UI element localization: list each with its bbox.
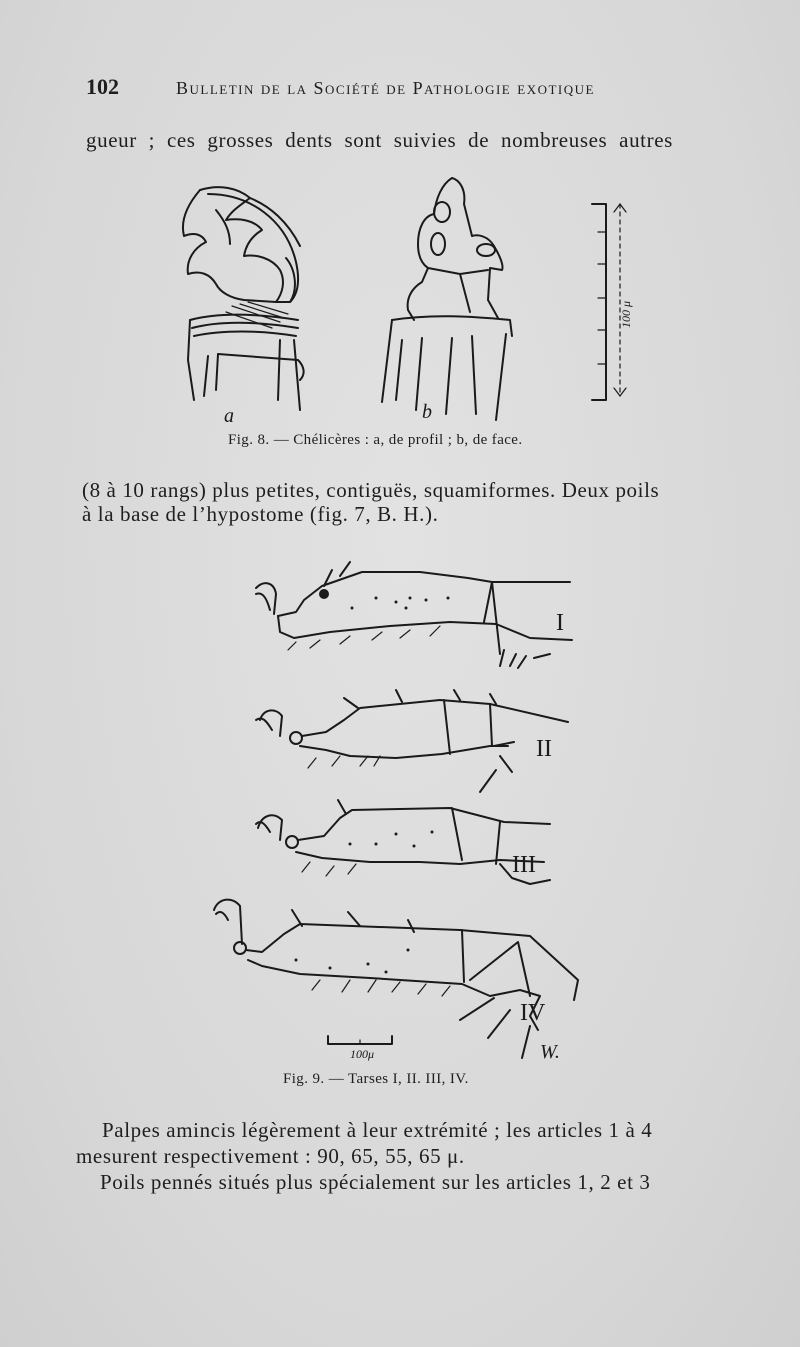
figure-8-caption: Fig. 8. — Chélicères : a, de profil ; b, de face. bbox=[228, 432, 523, 448]
body-line: Palpes amincis légèrement à leur extrémité ; les articles 1 à 4 bbox=[102, 1118, 653, 1142]
tarsus-i-drawing bbox=[256, 562, 572, 668]
tarsus-i-label: I bbox=[556, 610, 564, 636]
tarsus-iv-drawing bbox=[214, 900, 578, 1058]
page-number: 102 bbox=[86, 74, 119, 99]
figure-9-scale-bar bbox=[328, 1036, 392, 1061]
figure-8-chelicerae bbox=[160, 170, 660, 430]
figure-9-caption: Fig. 9. — Tarses I, II. III, IV. bbox=[283, 1071, 469, 1087]
chelicera-profile-drawing bbox=[183, 187, 304, 427]
tarsus-iii-drawing bbox=[256, 800, 550, 884]
tarsus-iii-label: III bbox=[512, 852, 536, 878]
running-head: Bulletin de la Société de Pathologie exotique bbox=[176, 78, 595, 98]
body-line: Poils pennés situés plus spécialement sur les articles 1, 2 et 3 bbox=[100, 1170, 651, 1194]
tarsus-iv-label: IV bbox=[520, 1000, 546, 1026]
body-line: gueur ; ces grosses dents sont suivies de nombreuses autres bbox=[86, 128, 673, 152]
body-line: à la base de l’hypostome (fig. 7, B. H.). bbox=[82, 502, 439, 526]
body-line: mesurent respectivement : 90, 65, 55, 65 μ. bbox=[76, 1144, 465, 1168]
tarsus-ii-drawing bbox=[256, 690, 568, 792]
tarsus-ii-label: II bbox=[536, 736, 552, 762]
figure-8-scale-label: 100 μ bbox=[619, 300, 633, 328]
figure-9-scale-label: 100μ bbox=[350, 1047, 375, 1061]
body-line: (8 à 10 rangs) plus petites, contiguës, squamiformes. Deux poils bbox=[82, 478, 660, 502]
chelicera-frontal-drawing bbox=[382, 178, 512, 423]
figure-9-tarsi bbox=[200, 560, 600, 1070]
figure-8-scale-bar bbox=[592, 204, 633, 400]
figure-8-label-a: a bbox=[224, 405, 234, 427]
artist-signature: W. bbox=[540, 1041, 560, 1063]
figure-8-label-b: b bbox=[422, 401, 432, 423]
